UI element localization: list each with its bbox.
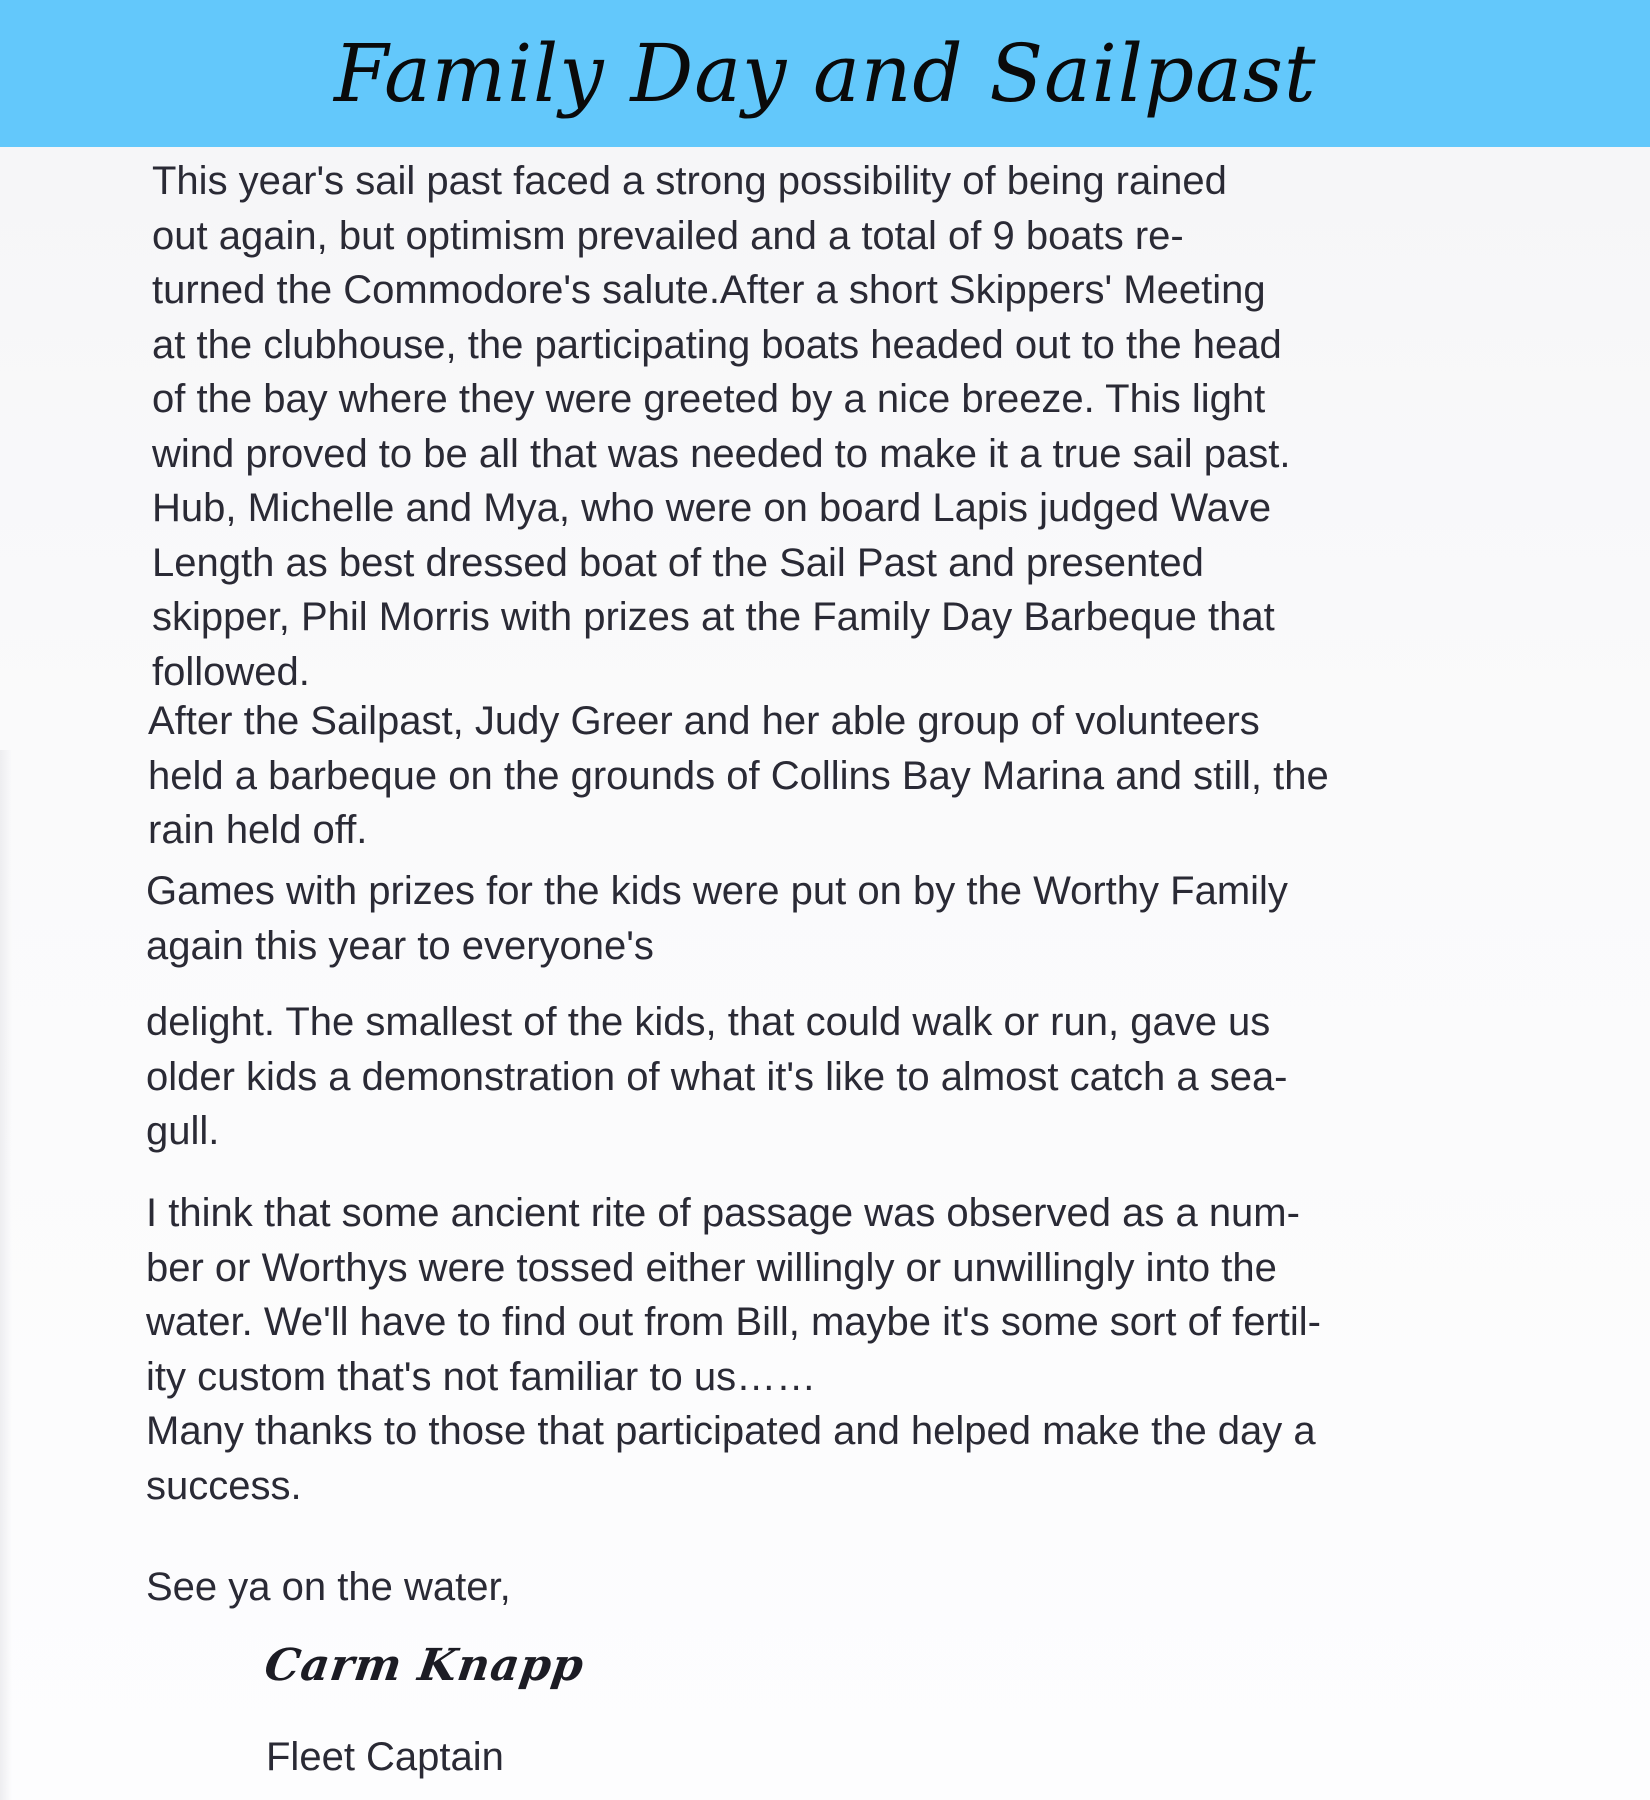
article-paragraph: This year's sail past faced a strong possibility of being rained out again, but optimism prevailed and a total of 9 boats re- turned the Commodore's salute.After a short Skippers' Meeting at the clubhouse, the participating boats headed out to the head of the bay where they were greeted by a nice breeze. This light wind proved to be all that was needed to make it a true sail past. Hub, Michelle and Mya, who were on board Lapis judged Wave Length as best dressed boat of the Sail Past and presented skipper, Phil Morris with prizes at the Family Day Barbeque that followed. xyxy=(152,159,1291,694)
article-paragraph: After the Sailpast, Judy Greer and her able group of volunteers held a barbeque on the grounds of Collins Bay Marina and still, the rain held off. xyxy=(148,699,1329,852)
closing-line: See ya on the water, xyxy=(146,1565,511,1609)
handwritten-signature: Carm Knapp xyxy=(261,1640,588,1691)
signature-role: Fleet Captain xyxy=(266,1735,504,1779)
article-paragraph: I think that some ancient rite of passage was observed as a num- ber or Worthys were tossed either willingly or unwillingly into the water. We'll have to find out from Bill, maybe it's some sort of fertil- ity custom that's not familiar to us…… xyxy=(146,1191,1321,1399)
article-paragraph: Games with prizes for the kids were put on by the Worthy Family again this year to everyone's xyxy=(146,869,1288,968)
page-title: Family Day and Sailpast xyxy=(333,27,1317,120)
title-banner xyxy=(0,0,1650,147)
scan-edge-shadow xyxy=(0,750,12,1800)
article-paragraph: delight. The smallest of the kids, that could walk or run, gave us older kids a demonstration of what it's like to almost catch a sea- gull. xyxy=(146,1000,1288,1153)
article-paragraph: Many thanks to those that participated and helped make the day a success. xyxy=(146,1409,1316,1508)
